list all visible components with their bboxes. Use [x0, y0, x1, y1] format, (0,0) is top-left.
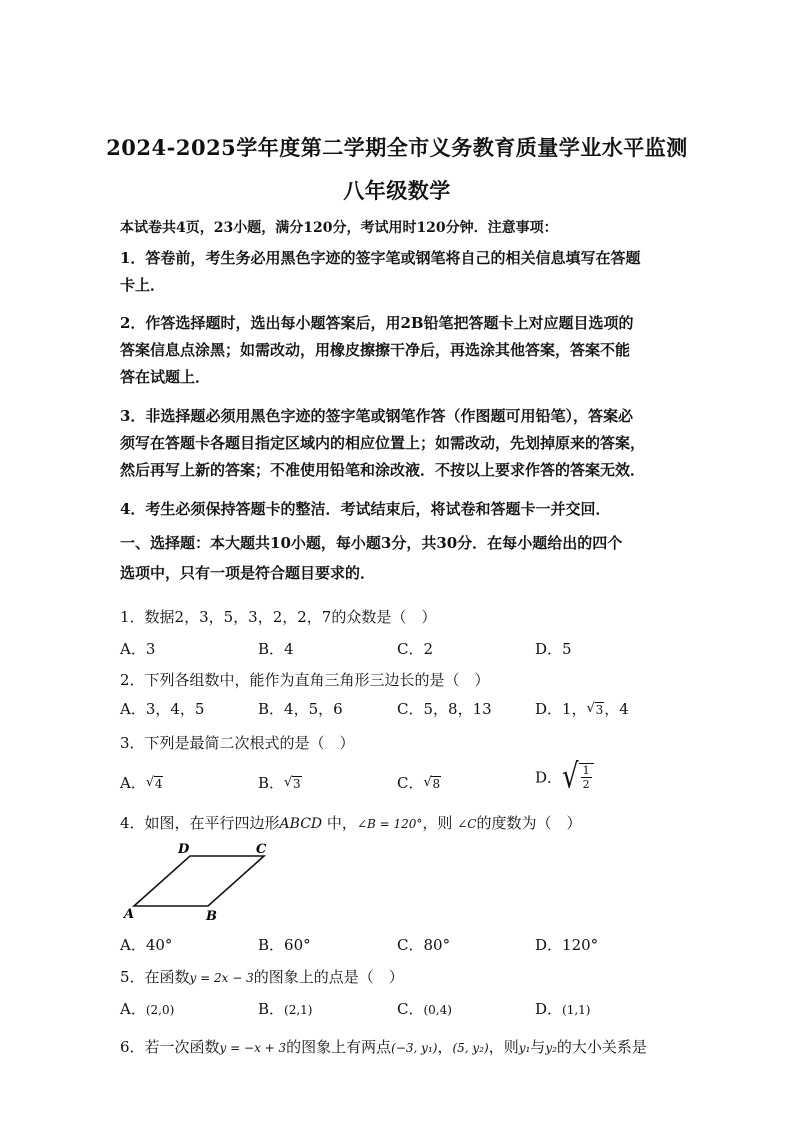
question-1-stem: 1．数据2，3，5，3，2，2，7的众数是（ ） [120, 608, 437, 626]
note-2-line-2: 答案信息点涂黑；如需改动，用橡皮擦擦干净后，再选涂其他答案，答案不能 [120, 341, 631, 359]
note-3-line-2: 须写在答题卡各题目指定区域内的相应位置上；如需改动，先划掉原来的答案， [120, 434, 646, 452]
question-3-option-c-label: C． [397, 774, 424, 792]
question-6-stem [120, 1036, 680, 1057]
question-2-option-d-prefix: D．1， [535, 700, 587, 718]
page-subtitle: 八年级数学 [343, 178, 451, 203]
question-5-option-c [397, 998, 452, 1019]
note-1-line-1: 1．答卷前，考生务必用黑色字迹的签字笔或钢笔将自己的相关信息填写在答题 [120, 249, 641, 267]
function-y-equals-minus-x-plus-3: y = −x + 3 [219, 1041, 287, 1055]
question-4-stem-prefix: 4．如图，在平行四边形 [120, 814, 280, 832]
sqrt-4-radicand: 4 [154, 777, 163, 791]
fraction-one-half [581, 764, 592, 791]
parallelogram-name: ABCD [279, 816, 323, 832]
question-5-option-b [258, 998, 312, 1019]
question-4-option-d: D．120° [535, 936, 599, 954]
question-5-option-b-label: B． [258, 1000, 285, 1018]
vertex-label-c: C [256, 842, 267, 857]
section-1-heading-line-2: 选项中，只有一项是符合题目要求的． [120, 564, 376, 582]
question-1-option-d: D．5 [535, 640, 572, 658]
question-5-option-c-label: C． [397, 1000, 424, 1018]
question-4-stem-suffix: 的度数为（ ） [476, 814, 582, 832]
question-1-option-c: C．2 [397, 640, 434, 658]
question-2-option-a: A．3，4，5 [120, 700, 205, 718]
vertex-label-d: D [178, 842, 190, 857]
question-5-option-d-label: D． [535, 1000, 563, 1018]
question-3-option-b [258, 772, 302, 793]
vertex-label-b: B [206, 909, 217, 922]
sqrt-8-expression: √ 8 [423, 775, 441, 791]
question-4-option-b: B．60° [258, 936, 311, 954]
point-1-1: (1,1) [562, 1003, 591, 1017]
question-6-stem-middle: 的图象上有两点 [286, 1038, 392, 1056]
variable-y2: y₂ [545, 1041, 557, 1055]
question-5-option-d [535, 998, 590, 1019]
parallelogram-shape [134, 856, 264, 906]
sqrt-3-radicand: 3 [293, 777, 301, 791]
question-4-option-c: C．80° [397, 936, 451, 954]
question-5-option-a [120, 998, 174, 1019]
parallelogram-figure [120, 842, 280, 922]
angle-b-condition: ∠B = 120° [356, 817, 423, 831]
question-2-option-b: B．4，5，6 [258, 700, 343, 718]
question-5-stem-prefix: 5．在函数 [120, 968, 190, 986]
question-3-option-c [397, 772, 441, 793]
question-3-option-d [535, 757, 594, 797]
note-1-line-2: 卡上． [120, 276, 166, 294]
page-title: 2024-2025学年度第二学期全市义务教育质量学业水平监测 [106, 135, 688, 160]
point-2-1: (2,1) [284, 1003, 313, 1017]
question-3-option-a-label: A． [120, 774, 146, 792]
note-2-line-3: 答在试题上． [120, 368, 211, 386]
question-1-option-b: B．4 [258, 640, 294, 658]
note-2-line-1: 2．作答选择题时，选出每小题答案后，用2B铅笔把答题卡上对应题目选项的 [120, 314, 634, 332]
question-4-stem [120, 812, 680, 833]
question-3-option-a [120, 772, 163, 793]
question-5-stem [120, 966, 680, 987]
question-2-option-d-suffix: ，4 [604, 700, 629, 718]
fraction-denominator: 2 [582, 778, 590, 791]
function-y-equals-2x-minus-3: y = 2x − 3 [189, 971, 254, 985]
sqrt-3-expression: √ 3 [586, 701, 604, 717]
sqrt-4-expression: √ 4 [145, 775, 163, 791]
vertex-label-a: A [124, 907, 135, 922]
sqrt-half-expression: √ $\frac{1}{2}$ [562, 763, 594, 791]
sqrt-8-radicand: 8 [432, 777, 441, 791]
question-5-option-a-label: A． [120, 1000, 146, 1018]
conjunction-and: 与 [530, 1038, 546, 1056]
sqrt-3-expression: √ 3 [284, 775, 301, 791]
question-4-option-a: A．40° [120, 936, 173, 954]
question-6-stem-then: ，则 [488, 1038, 519, 1056]
question-6-stem-prefix: 6．若一次函数 [120, 1038, 220, 1056]
question-3-option-d-label: D． [535, 768, 563, 787]
angle-c-symbol: ∠C [457, 817, 477, 831]
question-3-option-b-label: B． [258, 774, 285, 792]
note-4: 4．考生必须保持答题卡的整洁．考试结束后，将试卷和答题卡一并交回． [120, 500, 611, 518]
point-2-0: (2,0) [145, 1003, 175, 1017]
sqrt-3-radicand: 3 [595, 703, 604, 717]
exam-intro: 本试卷共4页，23小题，满分120分，考试用时120分钟．注意事项： [120, 220, 558, 236]
question-1-option-a: A．3 [120, 640, 156, 658]
point-0-4: (0,4) [423, 1003, 452, 1017]
note-3-line-1: 3．非选择题必须用黑色字迹的签字笔或钢笔作答（作图题可用铅笔），答案必 [120, 407, 633, 425]
point-minus-3-y1: (−3, y₁) [391, 1041, 438, 1055]
question-5-stem-suffix: 的图象上的点是（ ） [253, 968, 404, 986]
variable-y1: y₁ [518, 1041, 531, 1055]
point-separator: ， [437, 1038, 453, 1056]
question-2-stem: 2．下列各组数中，能作为直角三角形三边长的是（ ） [120, 671, 490, 689]
point-5-y2: (5, y₂) [452, 1041, 489, 1055]
note-3-line-3: 然后再写上新的答案；不准使用铅笔和涂改液．不按以上要求作答的答案无效． [120, 461, 646, 479]
question-4-stem-middle: 中， [322, 814, 357, 832]
question-6-stem-suffix: 的大小关系是 [556, 1038, 647, 1056]
fraction-numerator: 1 [582, 764, 590, 777]
question-4-stem-then: ，则 [422, 814, 458, 832]
question-2-option-c: C．5，8，13 [397, 700, 492, 718]
question-2-option-d [535, 698, 629, 719]
question-3-stem: 3．下列是最简二次根式的是（ ） [120, 734, 355, 752]
section-1-heading-line-1: 一、选择题：本大题共10小题，每小题3分，共30分．在每小题给出的四个 [120, 534, 623, 552]
